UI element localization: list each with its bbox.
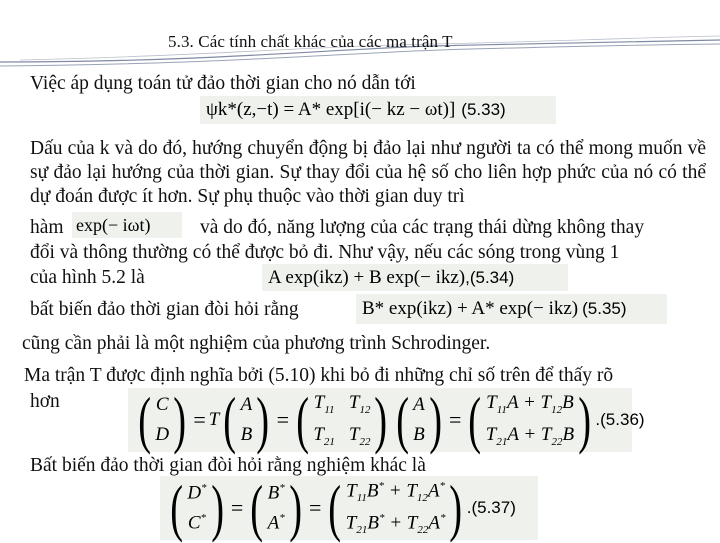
equation-5-33: ψk*(z,−t) = A* exp[i(− kz − ωt)] (5.33) xyxy=(200,96,556,124)
ham-line: hàm xyxy=(30,217,64,238)
equation-5-36: ( C D ) = T ( A B ) = ( $T_{11}$ $T_{12}$ $T_{21}$ $T_{22}$ ) ( A B ) = ( $T_{11}A + T_{12}B$ $T_{21}A + T_{22}B$ ) .(5.36) xyxy=(128,388,632,452)
paragraph-1: Dấu của k và do đó, hướng chuyển động bị đảo lại như người ta có thể mong muốn về sự đảo lại hướng của thời gian. Sự thay đổi của hệ số cho liên hợp phức của nó có thể dự đoán được ít hơn. Sự phụ thuộc vào thời gian duy trì xyxy=(30,138,706,208)
equation-5-37: ( D* C* ) = ( B* A* ) = ( $T_{11}B^* + T_{12}A^*$ $T_{21}B^* + T_{22}A^*$ ) .(5.37) xyxy=(160,476,538,540)
t-matrix-line-2: hơn xyxy=(30,391,60,412)
page-title: 5.3. Các tính chất khác của các ma trận T xyxy=(168,32,453,51)
equation-5-34: A exp(ikz) + B exp(− ikz),(5.34) xyxy=(262,264,568,291)
equation-exp-time: exp(− iωt) xyxy=(72,212,182,238)
paragraph-line-c: đổi và thông thường có thể được bỏ đi. Như vậy, nếu các sóng trong vùng 1 xyxy=(30,242,620,263)
intro-line: Việc áp dụng toán tử đảo thời gian cho nó dẫn tới xyxy=(30,73,416,94)
schrodinger-line: cũng cần phải là một nghiệm của phương trình Schrodinger. xyxy=(22,333,491,354)
paragraph-line-d: của hình 5.2 là xyxy=(30,267,145,288)
second-solution-line: Bất biến đảo thời gian đòi hỏi rằng nghiệm khác là xyxy=(30,455,426,476)
ham-line-rest: và do đó, năng lượng của các trạng thái dừng không thay xyxy=(200,217,645,238)
invariance-line: bất biến đảo thời gian đòi hỏi rằng xyxy=(30,299,299,320)
equation-5-35: B* exp(ikz) + A* exp(− ikz) (5.35) xyxy=(356,294,667,324)
t-matrix-line: Ma trận T được định nghĩa bởi (5.10) khi bỏ đi những chỉ số trên để thấy rõ xyxy=(24,365,614,386)
